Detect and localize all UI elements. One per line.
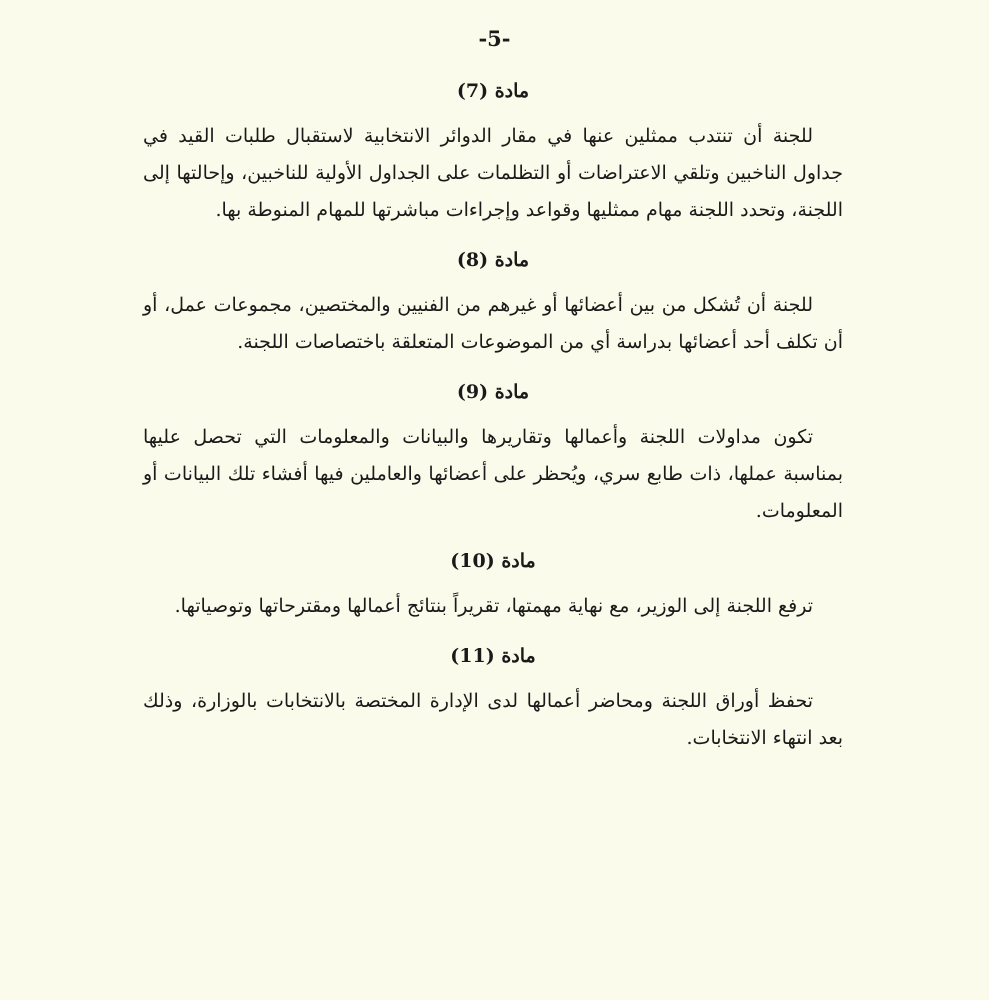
page-number: -5- (478, 26, 511, 51)
article-title: مادة (7) (456, 80, 530, 102)
document-content (143, 78, 843, 775)
article-body: تحفظ أوراق اللجنة ومحاضر أعمالها لدى الإدارة المختصة بالانتخابات بالوزارة، وذلك بعد انتهاء الانتخابات. (143, 690, 843, 749)
article-8 (143, 247, 843, 361)
article-body: للجنة أن تُشكل من بين أعضائها أو غيرهم من الفنيين والمختصين، مجموعات عمل، أو أن تكلف أحد أعضائها بدراسة أي من الموضوعات المتعلقة باختصاصات اللجنة. (143, 294, 843, 353)
article-11 (143, 643, 843, 757)
article-7 (143, 78, 843, 229)
article-title: مادة (11) (450, 645, 536, 667)
article-title: مادة (8) (456, 249, 530, 271)
article-title: مادة (9) (456, 381, 530, 403)
article-body: للجنة أن تنتدب ممثلين عنها في مقار الدوائر الانتخابية لاستقبال طلبات القيد في جداول الناخبين وتلقي الاعتراضات أو التظلمات على الجداول الأولية للناخبين، وإحالتها إلى اللجنة، وتحدد اللجنة مهام ممثليها وقواعد وإجراءات مباشرتها للمهام المنوطة بها. (143, 125, 843, 221)
article-9 (143, 379, 843, 530)
article-body: ترفع اللجنة إلى الوزير، مع نهاية مهمتها، تقريراً بنتائج أعمالها ومقترحاتها وتوصياتها. (174, 595, 813, 617)
article-10 (143, 548, 843, 625)
article-body: تكون مداولات اللجنة وأعمالها وتقاريرها والبيانات والمعلومات التي تحصل عليها بمناسبة عملها، ذات طابع سري، ويُحظر على أعضائها والعاملين فيها أفشاء تلك البيانات أو المعلومات. (143, 426, 843, 522)
article-title: مادة (10) (450, 550, 536, 572)
